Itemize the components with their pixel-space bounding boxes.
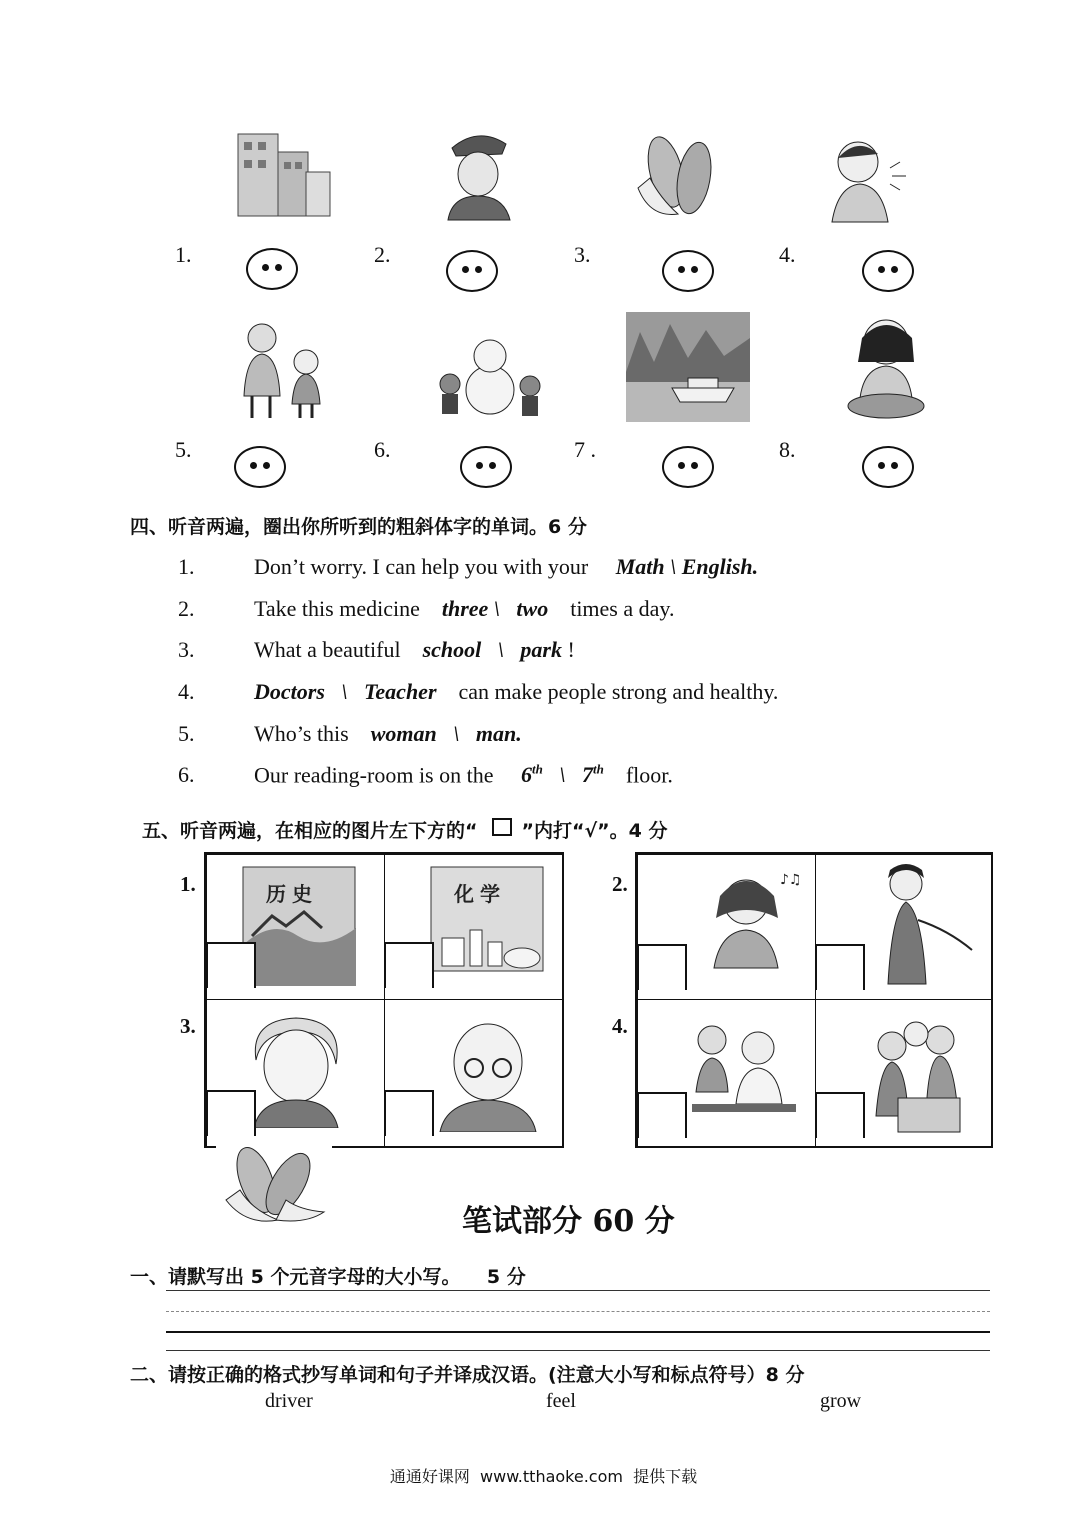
footer-credit: 通通好课网 www.tthaoke.com 提供下载 xyxy=(389,1467,698,1486)
choice-words[interactable]: school \ park xyxy=(422,637,562,662)
buildings-image xyxy=(228,122,334,222)
sentence-text: Our reading-room is on the xyxy=(254,762,494,788)
item-number-3: 3. xyxy=(574,242,591,267)
sentence-4 xyxy=(178,679,778,705)
choice-words[interactable]: Doctors \ Teacher xyxy=(254,679,437,704)
face-answer-2[interactable] xyxy=(446,250,498,292)
sentence-number: 3. xyxy=(178,637,195,662)
written-question-1: 一、请默写出 5 个元音字母的大小写。 5 分 xyxy=(130,1266,526,1288)
face-answer-1[interactable] xyxy=(246,248,298,290)
checkbox-history[interactable] xyxy=(206,942,256,988)
chemistry-label: 化学 xyxy=(454,882,506,906)
item-number-8: 8. xyxy=(779,437,796,462)
checkbox-chemistry[interactable] xyxy=(384,942,434,988)
question-number-4: 4. xyxy=(612,1014,628,1038)
checkbox-old-woman[interactable] xyxy=(206,1090,256,1136)
writing-line-base xyxy=(166,1331,990,1333)
singer-image xyxy=(690,862,804,970)
checkbox-dancer[interactable] xyxy=(815,944,865,990)
sentence-6 xyxy=(178,762,673,788)
sentence-number: 5. xyxy=(178,721,195,746)
section5-title xyxy=(142,816,667,843)
section5-title-end: ”内打“√”。4 分 xyxy=(521,820,668,842)
doctor-patient-image xyxy=(688,1018,804,1124)
item-number-7: 7 . xyxy=(574,437,596,462)
sentence-2 xyxy=(178,596,674,622)
sentence-3 xyxy=(178,637,575,663)
copy-word-feel: feel xyxy=(546,1390,576,1412)
checkbox-singer[interactable] xyxy=(637,944,687,990)
question-number-3: 3. xyxy=(180,1014,196,1038)
choice-words[interactable]: Math \ English. xyxy=(615,554,759,579)
girl-with-basket-image xyxy=(834,312,938,422)
sentence-number: 2. xyxy=(178,596,195,621)
copy-word-grow: grow xyxy=(820,1390,862,1412)
sentence-text-end: ! xyxy=(567,637,575,662)
sentence-text: Take this medicine xyxy=(254,596,420,621)
face-answer-8[interactable] xyxy=(862,446,914,488)
writing-line-bottom xyxy=(166,1350,990,1351)
written-question-2: 二、请按正确的格式抄写单词和句子并译成汉语。(注意大小写和标点符号）8 分 xyxy=(130,1364,805,1386)
boat-river-image xyxy=(626,312,750,422)
choice-words[interactable]: woman \ man. xyxy=(370,721,522,746)
policeman-image xyxy=(440,122,516,222)
face-answer-7[interactable] xyxy=(662,446,714,488)
girl-coughing-image xyxy=(818,128,916,224)
choice-words[interactable]: 6th \ 7th xyxy=(521,762,604,788)
face-answer-4[interactable] xyxy=(862,250,914,292)
small-box-icon xyxy=(492,818,512,836)
question-number-2: 2. xyxy=(612,872,628,896)
sentence-text-end: can make people strong and healthy. xyxy=(458,679,779,704)
writing-line-dashed xyxy=(166,1311,990,1312)
sentence-number: 6. xyxy=(178,762,195,788)
face-answer-6[interactable] xyxy=(460,446,512,488)
sentence-5 xyxy=(178,721,522,747)
girls-giving-flowers-image xyxy=(222,316,338,422)
face-answer-5[interactable] xyxy=(234,446,286,488)
sentence-number: 4. xyxy=(178,679,195,704)
sentence-number: 1. xyxy=(178,554,195,579)
choice-words[interactable]: three \ two xyxy=(441,596,549,621)
checkbox-old-man[interactable] xyxy=(384,1090,434,1136)
section4-title: 四、听音两遍，圈出你所听到的粗斜体字的单词。6 分 xyxy=(130,516,587,538)
sentence-text: Don’t worry. I can help you with your xyxy=(254,554,589,579)
item-number-4: 4. xyxy=(779,242,796,267)
item-number-5: 5. xyxy=(175,437,192,462)
section5-title-start: 五、听音两遍，在相应的图片左下方的“ xyxy=(142,820,478,842)
item-number-6: 6. xyxy=(374,437,391,462)
item-number-2: 2. xyxy=(374,242,391,267)
sentence-text: What a beautiful xyxy=(254,637,401,662)
sentence-1 xyxy=(178,554,758,580)
sentence-text-end: times a day. xyxy=(570,596,675,621)
sentence-text: Who’s this xyxy=(254,721,349,746)
dancer-image xyxy=(848,860,976,986)
copy-word-driver: driver xyxy=(265,1390,313,1412)
corn-image-small xyxy=(216,1140,332,1226)
writing-line-top xyxy=(166,1290,990,1291)
item-number-1: 1. xyxy=(175,242,192,267)
face-answer-3[interactable] xyxy=(662,250,714,292)
corn-image xyxy=(630,128,726,220)
question-number-1: 1. xyxy=(180,872,196,896)
sentence-text-end: floor. xyxy=(625,762,673,788)
svg-text:♪♫: ♪♫ xyxy=(780,872,802,888)
checkbox-family[interactable] xyxy=(815,1092,865,1138)
snowman-children-image xyxy=(434,324,546,420)
checkbox-doctor[interactable] xyxy=(637,1092,687,1138)
old-man-image xyxy=(432,1012,544,1132)
family-boxes-image xyxy=(862,1006,976,1136)
history-label: 历史 xyxy=(266,882,318,906)
old-woman-image xyxy=(240,1010,352,1128)
written-part-title: 笔试部分 60 分 xyxy=(462,1204,675,1239)
